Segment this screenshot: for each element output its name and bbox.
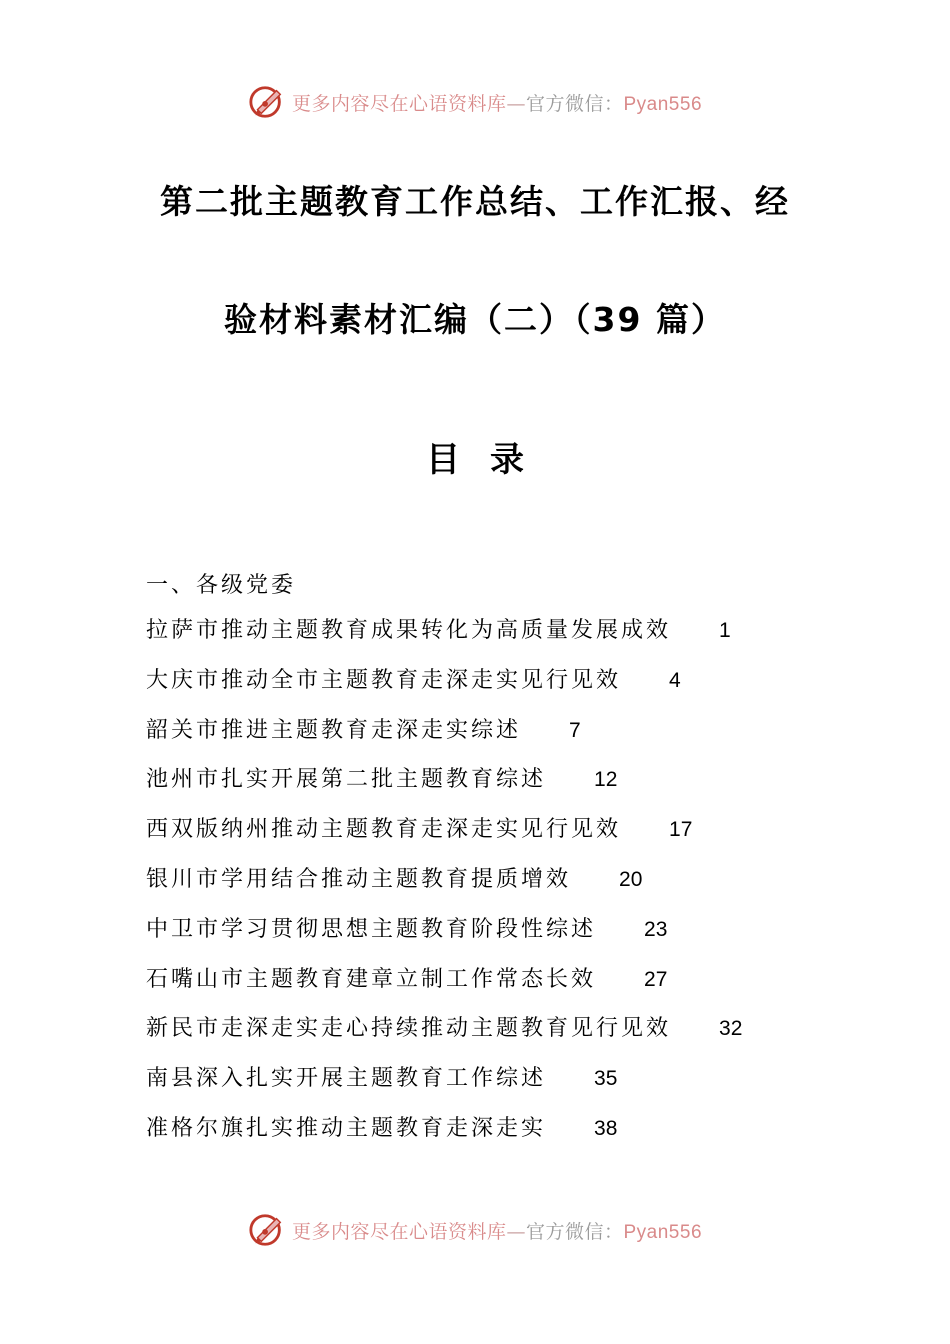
toc-entry-page-number: 32 [719,1017,743,1041]
toc-entry-title: 韶关市推进主题教育走深走实综述 [146,717,522,743]
toc-entry[interactable] [146,1054,846,1104]
toc-entry[interactable] [146,656,846,706]
toc-entry-title: 中卫市学习贯彻思想主题教育阶段性综述 [146,916,597,942]
pen-logo-icon [248,83,286,121]
document-title-line-1: 第二批主题教育工作总结、工作汇报、经 [160,182,790,221]
toc-entry[interactable] [146,855,846,905]
toc-heading: 目录 [426,440,554,480]
toc-entry-page-number: 38 [594,1116,618,1140]
document-title-line-2: 验材料素材汇编（二）（39 篇） [224,300,726,339]
table-of-contents [146,566,846,1154]
toc-entry-title: 大庆市推动全市主题教育走深走实见行见效 [146,667,622,693]
toc-entry-page-number: 4 [669,668,681,692]
toc-entry[interactable] [146,955,846,1005]
toc-entry[interactable] [146,1104,846,1154]
toc-entry-page-number: 35 [594,1067,618,1091]
toc-entry[interactable] [146,755,846,805]
toc-entry-page-number: 7 [569,718,581,742]
toc-entry-title: 拉萨市推动主题教育成果转化为高质量发展成效 [146,618,672,643]
toc-entry-page-number: 1 [719,619,731,642]
toc-entry-page-number: 12 [594,768,618,792]
toc-entry-title: 池州市扎实开展第二批主题教育综述 [146,767,547,793]
toc-entry-title: 准格尔旗扎实推动主题教育走深走实 [146,1115,547,1141]
toc-entry[interactable] [146,1004,846,1054]
toc-entry-title: 银川市学用结合推动主题教育提质增效 [146,866,572,892]
toc-entry-page-number: 17 [669,818,693,842]
toc-entry[interactable] [146,606,846,656]
toc-entry-title: 西双版纳州推动主题教育走深走实见行见效 [146,817,622,843]
toc-entry-title: 南县深入扎实开展主题教育工作综述 [146,1066,547,1092]
toc-entry-title: 石嘴山市主题教育建章立制工作常态长效 [146,966,597,992]
toc-section-heading: 一、各级党委 [146,573,297,598]
watermark-text: 更多内容尽在心语资料库—官方微信：Pyan556 [291,92,703,115]
pen-logo-icon [248,1211,286,1249]
toc-entry[interactable] [146,905,846,955]
footer-watermark [0,1208,950,1252]
toc-entry-title: 新民市走深走实走心持续推动主题教育见行见效 [146,1016,672,1042]
toc-entry[interactable] [146,805,846,855]
toc-entry-page-number: 27 [644,967,668,991]
toc-entry-page-number: 20 [619,867,643,891]
watermark-text: 更多内容尽在心语资料库—官方微信：Pyan556 [291,1220,703,1243]
header-watermark [0,80,950,124]
toc-entry[interactable] [146,706,846,756]
toc-entry-page-number: 23 [644,917,668,941]
